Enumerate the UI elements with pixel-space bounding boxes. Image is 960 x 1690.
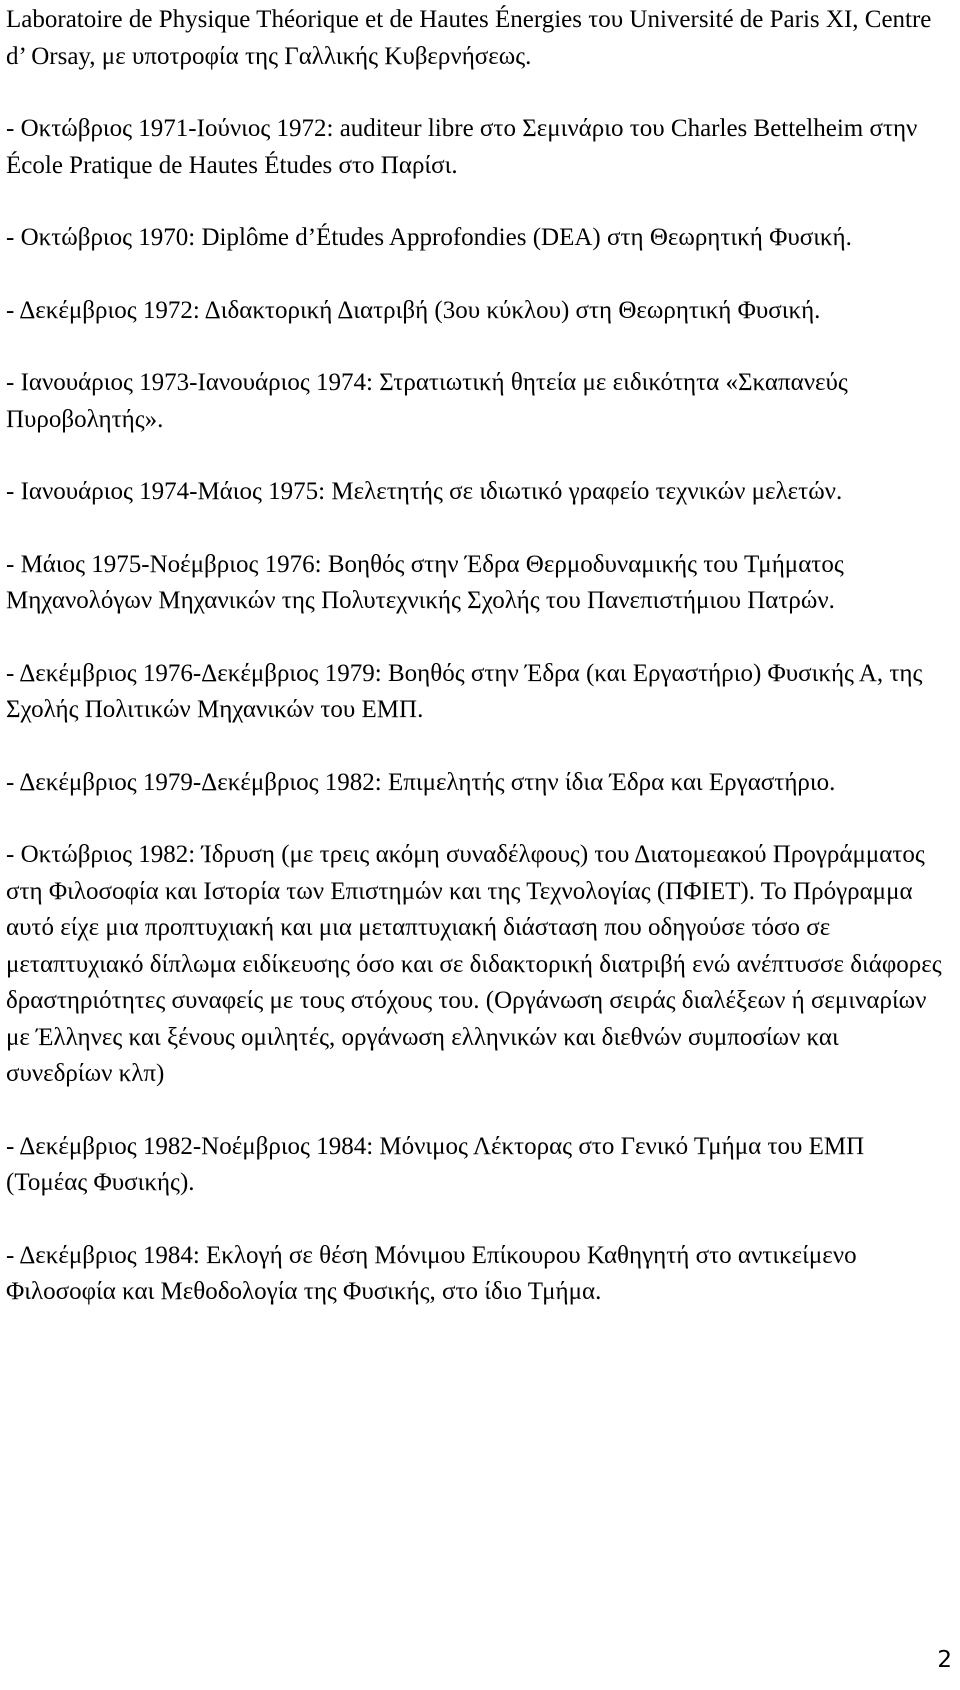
paragraph-lab-affiliation: Laboratoire de Physique Théorique et de Hautes Énergies του Université de Paris XI, Centre d’ Orsay, με υποτροφία της Γαλλικής Κυβερνήσεως. — [6, 6, 932, 70]
page-number: 2 — [937, 1647, 952, 1673]
paragraph-military-service: - Ιανουάριος 1973-Ιανουάριος 1974: Στρατιωτική θητεία με ειδικότητα «Σκαπανεύς Πυροβολητής». — [6, 369, 848, 433]
document-body — [6, 0, 950, 1347]
paragraph-dea-diploma: - Οκτώβριος 1970: Diplôme d’Études Approfondies (DEA) στη Θεωρητική Φυσική. — [6, 224, 852, 251]
paragraph-pfiet-founding: - Οκτώβριος 1982: Ίδρυση (με τρεις ακόμη συναδέλφους) του Διατομεακού Προγράμματος στη Φιλοσοφία και Ιστορία των Επιστημών και της Τεχνολογίας (ΠΦΙΕΤ). Το Πρόγραμμα αυτό είχε μια προπτυχιακή και μια μεταπτυχιακή διάσταση που οδηγούσε τόσο σε μεταπτυχιακό δίπλωμα ειδίκευσης όσο και σε διδακτορική διατριβή ενώ ανέπτυσσε διάφορες δραστηριότητες συναφείς με τους στόχους του. (Οργάνωση σειράς διαλέξεων ή σεμιναρίων με Έλληνες και ξένους ομιλητές, οργάνωση ελληνικών και διεθνών συμποσίων και συνεδρίων κλπ) — [6, 841, 942, 1087]
paragraph-private-office: - Ιανουάριος 1974-Μάιος 1975: Μελετητής σε ιδιωτικό γραφείο τεχνικών μελετών. — [6, 478, 843, 505]
paragraph-patras-assistant: - Μάιος 1975-Νοέμβριος 1976: Βοηθός στην Έδρα Θερμοδυναμικής του Τμήματος Μηχανολόγων Μηχανικών της Πολυτεχνικής Σχολής του Πανεπιστήμιου Πατρών. — [6, 550, 844, 614]
paragraph-emp-assistant: - Δεκέμβριος 1976-Δεκέμβριος 1979: Βοηθός στην Έδρα (και Εργαστήριο) Φυσικής Α, της Σχολής Πολιτικών Μηχανικών του ΕΜΠ. — [6, 659, 923, 723]
paragraph-doctoral-thesis: - Δεκέμβριος 1972: Διδακτορική Διατριβή (3ου κύκλου) στη Θεωρητική Φυσική. — [6, 296, 821, 324]
paragraph-emp-supervisor: - Δεκέμβριος 1979-Δεκέμβριος 1982: Επιμελητής στην ίδια Έδρα και Εργαστήριο. — [6, 768, 836, 796]
paragraph-assistant-professor: - Δεκέμβριος 1984: Εκλογή σε θέση Μόνιμου Επίκουρου Καθηγητή στο αντικείμενο Φιλοσοφία και Μεθοδολογία της Φυσικής, στο ίδιο Τμήμα. — [6, 1241, 857, 1305]
paragraph-bettelheim-seminar: - Οκτώβριος 1971-Ιούνιος 1972: auditeur libre στο Σεμινάριο του Charles Bettelheim στην École Pratique de Hautes Études στο Παρίσι. — [6, 115, 918, 179]
paragraph-lecturer: - Δεκέμβριος 1982-Νοέμβριος 1984: Μόνιμος Λέκτορας στο Γενικό Τμήμα του ΕΜΠ (Τομέας Φυσικής). — [6, 1132, 865, 1196]
